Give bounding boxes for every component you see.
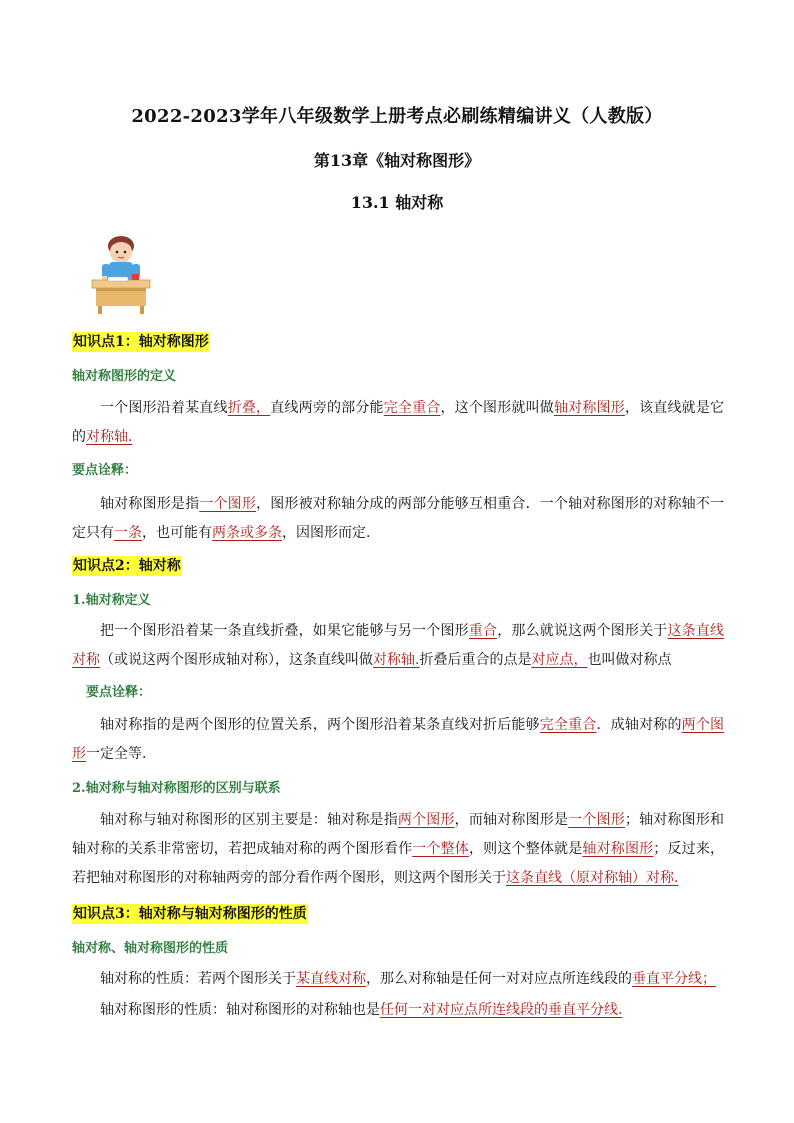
kp2-subheading-definition: 1.轴对称定义 xyxy=(72,593,151,608)
underlined-term: 对称轴. xyxy=(373,652,420,668)
text-run: ；反过来，若把轴对称图形的对称轴两旁的部分看作两个图形，则这两个图形关于 xyxy=(72,841,725,886)
text-run: ，则这个整体就是 xyxy=(468,841,583,857)
kp2-subheading-difference: 2.轴对称与轴对称图形的区别与联系 xyxy=(72,781,281,796)
underlined-term: 这条直线（原对称轴）对称. xyxy=(506,870,679,886)
kp1-key-notes-paragraph xyxy=(72,490,724,548)
underlined-term: 对应点， xyxy=(531,652,588,668)
underlined-term: 折叠， xyxy=(227,400,271,416)
text-run: ，也可能有 xyxy=(142,525,212,541)
text-run: （或说这两个图形成轴对称），这条直线叫做 xyxy=(100,652,373,668)
kp3-symmetric-figure-property xyxy=(72,996,724,1025)
text-run: 也叫做对称点 xyxy=(587,652,672,668)
kp1-subheading-definition: 轴对称图形的定义 xyxy=(72,369,177,384)
underlined-term: 一个图形 xyxy=(199,496,257,512)
knowledge-point-1-heading: 知识点1：轴对称图形 xyxy=(73,334,209,350)
kp3-subheading-properties: 轴对称、轴对称图形的性质 xyxy=(72,941,229,956)
text-run: 轴对称图形的性质：轴对称图形的对称轴也是 xyxy=(100,1002,380,1018)
text-run: ，那么就说这两个图形关于 xyxy=(497,623,668,639)
underlined-term: 完全重合 xyxy=(539,717,597,733)
text-run: 轴对称指的是两个图形的位置关系，两个图形沿着某条直线对折后能够 xyxy=(100,717,540,733)
kp2-key-notes-paragraph xyxy=(72,711,724,769)
text-run: 折叠后重合的点是 xyxy=(419,652,532,668)
underlined-term: 对称轴. xyxy=(86,429,133,445)
chapter-title: 第13章《轴对称图形》 xyxy=(313,151,481,170)
kp2-definition-paragraph xyxy=(72,617,724,675)
text-run: ；轴对称图形和轴对称的关系非常密切，若把成轴对称的两个图形看作 xyxy=(72,812,725,857)
kp1-definition-paragraph xyxy=(72,394,724,452)
student-illustration xyxy=(88,232,154,316)
text-run: ，因图形而定. xyxy=(282,525,371,541)
text-run: 轴对称的性质：若两个图形关于 xyxy=(100,971,296,987)
main-title: 2022-2023学年八年级数学上册考点必刷练精编讲义（人教版） xyxy=(131,106,663,127)
underlined-term: 一条 xyxy=(114,525,142,541)
underlined-term: 两个图形 xyxy=(397,812,455,828)
underlined-term: 任何一对对应点所连线段的垂直平分线. xyxy=(380,1002,623,1018)
knowledge-point-3-heading: 知识点3：轴对称与轴对称图形的性质 xyxy=(73,906,307,922)
text-run: ，这个图形就叫做 xyxy=(440,400,554,416)
text-run: ，而轴对称图形是 xyxy=(454,812,569,828)
text-run: 一定全等. xyxy=(86,746,147,762)
text-run: 轴对称图形是指 xyxy=(100,496,200,512)
text-run: 一个图形沿着某直线 xyxy=(100,400,228,416)
underlined-term: 轴对称图形 xyxy=(554,400,625,416)
text-run: 把一个图形沿着某一条直线折叠，如果它能够与另一个图形 xyxy=(100,623,469,639)
text-run: ．成轴对称的 xyxy=(596,717,682,733)
knowledge-point-2-heading: 知识点2：轴对称 xyxy=(73,558,181,574)
underlined-term: 完全重合 xyxy=(383,400,441,416)
text-run: 轴对称与轴对称图形的区别主要是：轴对称是指 xyxy=(100,812,398,828)
underlined-term: 一个图形 xyxy=(568,812,625,828)
text-run: ，该直线就是它的 xyxy=(72,400,725,445)
kp3-axial-symmetry-property xyxy=(72,965,724,994)
text-run: ，那么对称轴是任何一对对应点所连线段的 xyxy=(366,971,632,987)
kp2-difference-paragraph xyxy=(72,806,724,893)
kp1-key-notes-heading: 要点诠释： xyxy=(72,463,138,478)
underlined-term: 一个整体 xyxy=(412,841,469,857)
kp2-key-notes-heading: 要点诠释： xyxy=(86,685,152,700)
text-run: ，图形被对称轴分成的两部分能够互相重合．一个轴对称图形的对称轴不一定只有 xyxy=(72,496,725,541)
underlined-term: 某直线对称 xyxy=(296,971,366,987)
underlined-term: 垂直平分线； xyxy=(632,971,716,987)
text-run: 直线两旁的部分能 xyxy=(270,400,384,416)
underlined-term: 这条直线对称 xyxy=(72,623,725,668)
underlined-term: 两个图形 xyxy=(72,717,725,762)
section-title: 13.1 轴对称 xyxy=(350,193,444,212)
underlined-term: 重合 xyxy=(468,623,498,639)
underlined-term: 轴对称图形 xyxy=(582,841,654,857)
underlined-term: 两条或多条 xyxy=(212,525,282,541)
